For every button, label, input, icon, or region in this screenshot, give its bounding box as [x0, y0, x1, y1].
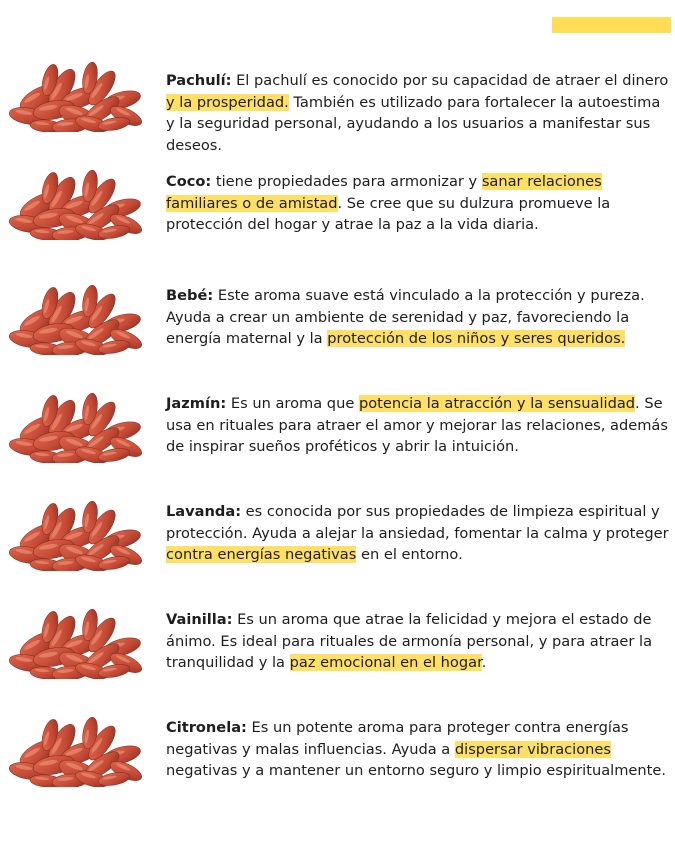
accent-bar	[552, 17, 671, 33]
incense-cones-image	[4, 389, 144, 463]
highlighted-phrase: sanar relaciones familiares o de amistad	[166, 173, 602, 212]
aroma-name: Pachulí:	[166, 72, 232, 89]
description-text: es conocida por sus propiedades de limpieza espiritual y protección. Ayuda a alejar la ansiedad, fomentar la calma y proteger	[166, 503, 669, 542]
incense-cones-image	[4, 497, 144, 571]
description-text: Es un aroma que atrae la felicidad y mejora el estado de ánimo. Es ideal para rituales de armonía personal, y para atraer la tranquilidad y la	[166, 611, 653, 671]
aroma-name: Lavanda:	[166, 503, 242, 520]
highlighted-phrase: potencia la atracción y la sensualidad	[358, 395, 636, 412]
aroma-description	[166, 70, 671, 156]
description-text: . Se usa en rituales para atraer el amor y mejorar las relaciones, además de inspirar sueños proféticos y abrir la intuición.	[166, 395, 668, 455]
aroma-name: Coco:	[166, 173, 212, 190]
highlighted-phrase: paz emocional en el hogar	[289, 654, 482, 671]
aroma-name: Citronela:	[166, 719, 247, 736]
aroma-description	[166, 171, 671, 236]
description-text: El pachulí es conocido por su capacidad de atraer el dinero	[231, 72, 669, 89]
aroma-name: Vainilla:	[166, 611, 233, 628]
description-text: tiene propiedades para armonizar y	[211, 173, 482, 190]
highlighted-phrase: contra energías negativas	[166, 546, 357, 563]
incense-cones-image	[4, 605, 144, 679]
highlighted-phrase: y la prosperidad.	[166, 93, 289, 111]
description-text: .	[481, 654, 487, 671]
incense-cones-image	[4, 166, 144, 240]
description-text: Es un potente aroma para proteger contra energías negativas y malas influencias. Ayuda a	[166, 719, 629, 758]
incense-cones-image	[4, 58, 144, 132]
description-text: . Se cree que su dulzura promueve la protección del hogar y atrae la paz a la vida diaria.	[166, 194, 611, 233]
aroma-description	[166, 501, 671, 566]
highlighted-phrase: protección de los niños y seres queridos.	[327, 330, 626, 347]
aroma-description	[166, 393, 671, 458]
aroma-name: Jazmín:	[166, 395, 227, 412]
incense-cones-image	[4, 281, 144, 355]
description-text: en el entorno.	[356, 546, 463, 563]
description-text: Este aroma suave está vinculado a la protección y pureza. Ayuda a crear un ambiente de serenidad y paz, favoreciendo la energía maternal y la	[166, 287, 645, 347]
description-text: También es utilizado para fortalecer la autoestima y la seguridad personal, ayudando a los usuarios a manifestar sus deseos.	[166, 93, 661, 154]
incense-cones-image	[4, 713, 144, 787]
aroma-description	[166, 609, 671, 674]
description-text: negativas y a mantener un entorno seguro y limpio espiritualmente.	[166, 762, 666, 779]
aroma-description	[166, 717, 671, 782]
highlighted-phrase: dispersar vibraciones	[454, 740, 611, 758]
description-text: Es un aroma que	[226, 395, 359, 412]
aroma-name: Bebé:	[166, 287, 214, 304]
aroma-description	[166, 285, 671, 350]
